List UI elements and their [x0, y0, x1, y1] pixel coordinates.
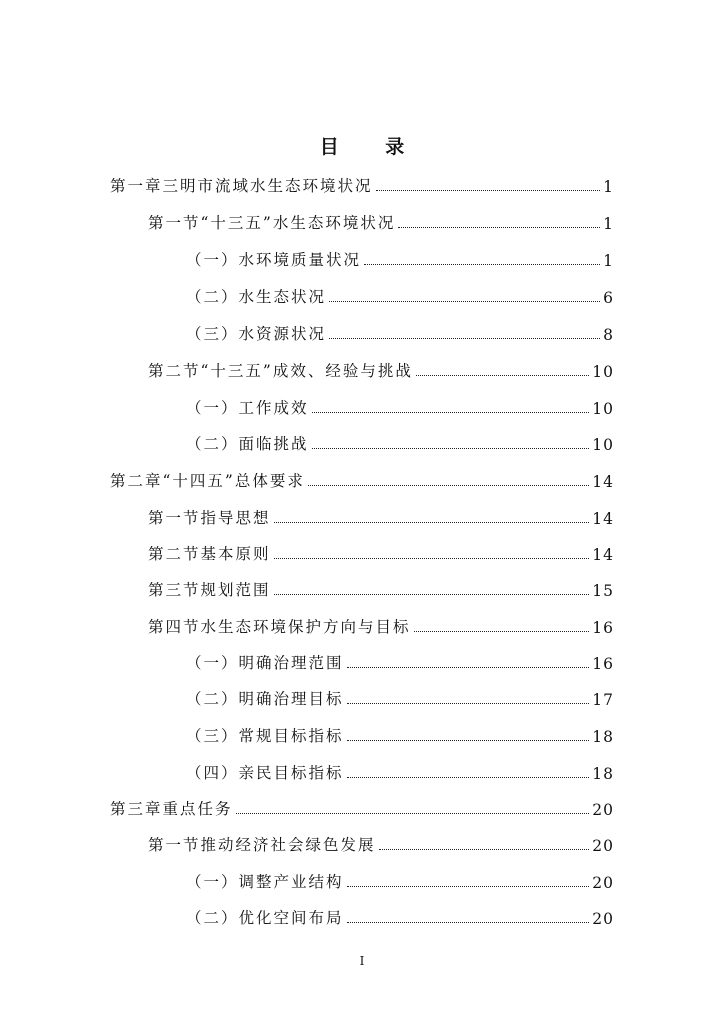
- toc-leader-dots: [308, 484, 589, 486]
- toc-entry-subsection[interactable]: [186, 685, 614, 709]
- toc-entry-label: 第一节推动经济社会绿色发展: [148, 836, 376, 854]
- toc-entry-page: 16: [592, 655, 614, 673]
- toc-leader-dots: [347, 885, 590, 887]
- toc-leader-dots: [347, 776, 590, 778]
- toc-entry-section[interactable]: [148, 831, 614, 855]
- toc-leader-dots: [236, 812, 590, 814]
- toc-entry-label: （三）常规目标指标: [186, 727, 344, 745]
- toc-entry-page: 14: [592, 473, 614, 491]
- toc-leader-dots: [274, 521, 590, 523]
- toc-entry-page: 1: [603, 215, 614, 233]
- toc-leader-dots: [312, 411, 590, 413]
- toc-entry-label: （二）面临挑战: [186, 435, 309, 453]
- toc-leader-dots: [416, 374, 589, 376]
- toc-entry-label: （四）亲民目标指标: [186, 764, 344, 782]
- toc-entry-section[interactable]: [148, 209, 614, 233]
- toc-entry-chapter[interactable]: [110, 795, 614, 819]
- toc-entry-section[interactable]: [148, 540, 614, 564]
- toc-entry-subsection[interactable]: [186, 722, 614, 746]
- toc-entry-page: 17: [592, 691, 614, 709]
- toc-leader-dots: [347, 666, 590, 668]
- toc-entry-page: 1: [603, 252, 614, 270]
- toc-entry-label: 第三节规划范围: [148, 581, 271, 599]
- toc-entry-page: 14: [592, 510, 614, 528]
- toc-entry-label: 第二节“十三五”成效、经验与挑战: [148, 362, 413, 380]
- toc-entry-page: 10: [592, 436, 614, 454]
- toc-leader-dots: [414, 630, 590, 632]
- toc-entry-section[interactable]: [148, 576, 614, 600]
- page-number: I: [359, 954, 365, 968]
- toc-entry-page: 18: [592, 728, 614, 746]
- toc-entry-page: 10: [592, 363, 614, 381]
- toc-entry-label: 第一节“十三五”水生态环境状况: [148, 214, 396, 232]
- toc-leader-dots: [364, 263, 600, 265]
- toc-entry-label: 第二章“十四五”总体要求: [110, 472, 305, 490]
- toc-leader-dots: [329, 300, 600, 302]
- toc-entry-page: 8: [603, 326, 614, 344]
- toc-leader-dots: [274, 593, 590, 595]
- toc-title: 目 录: [319, 136, 425, 158]
- toc-leader-dots: [274, 557, 590, 559]
- toc-entry-label: （一）水环境质量状况: [186, 251, 362, 269]
- toc-leader-dots: [329, 337, 600, 339]
- toc-entry-subsection[interactable]: [186, 320, 614, 344]
- toc-entry-subsection[interactable]: [186, 246, 614, 270]
- toc-entry-page: 20: [592, 837, 614, 855]
- toc-entry-page: 20: [592, 874, 614, 892]
- toc-entry-label: 第三章重点任务: [110, 800, 233, 818]
- toc-leader-dots: [376, 189, 601, 191]
- toc-entry-section[interactable]: [148, 357, 614, 381]
- toc-entry-label: （一）明确治理范围: [186, 654, 344, 672]
- toc-entry-label: （二）明确治理目标: [186, 690, 344, 708]
- toc-entry-label: （二）优化空间布局: [186, 909, 344, 927]
- toc-entry-label: （三）水资源状况: [186, 325, 327, 343]
- toc-entry-page: 20: [592, 801, 614, 819]
- toc-entry-label: （一）工作成效: [186, 399, 309, 417]
- toc-entry-subsection[interactable]: [186, 649, 614, 673]
- toc-entry-subsection[interactable]: [186, 283, 614, 307]
- toc-leader-dots: [347, 739, 590, 741]
- toc-entry-label: （一）调整产业结构: [186, 873, 344, 891]
- toc-entry-section[interactable]: [148, 504, 614, 528]
- toc-entry-page: 6: [603, 289, 614, 307]
- toc-leader-dots: [347, 921, 590, 923]
- toc-entry-label: （二）水生态状况: [186, 288, 327, 306]
- toc-leader-dots: [398, 226, 600, 228]
- toc-entry-page: 18: [592, 765, 614, 783]
- toc-entry-label: 第二节基本原则: [148, 545, 271, 563]
- toc-leader-dots: [379, 848, 590, 850]
- toc-entry-label: 第一节指导思想: [148, 509, 271, 527]
- toc-entry-subsection[interactable]: [186, 868, 614, 892]
- toc-entry-page: 14: [592, 546, 614, 564]
- toc-entry-label: 第四节水生态环境保护方向与目标: [148, 618, 411, 636]
- toc-leader-dots: [347, 702, 590, 704]
- toc-entry-subsection[interactable]: [186, 394, 614, 418]
- toc-entry-page: 10: [592, 400, 614, 418]
- toc-entry-page: 1: [603, 178, 614, 196]
- toc-entry-page: 20: [592, 910, 614, 928]
- toc-entry-chapter[interactable]: [110, 467, 614, 491]
- toc-leader-dots: [312, 447, 590, 449]
- toc-entry-subsection[interactable]: [186, 430, 614, 454]
- toc-entry-page: 15: [592, 582, 614, 600]
- toc-entry-subsection[interactable]: [186, 759, 614, 783]
- toc-entry-label: 第一章三明市流域水生态环境状况: [110, 177, 373, 195]
- toc-entry-section[interactable]: [148, 613, 614, 637]
- toc-entry-subsection[interactable]: [186, 904, 614, 928]
- toc-entry-page: 16: [592, 619, 614, 637]
- toc-entry-chapter[interactable]: [110, 172, 614, 196]
